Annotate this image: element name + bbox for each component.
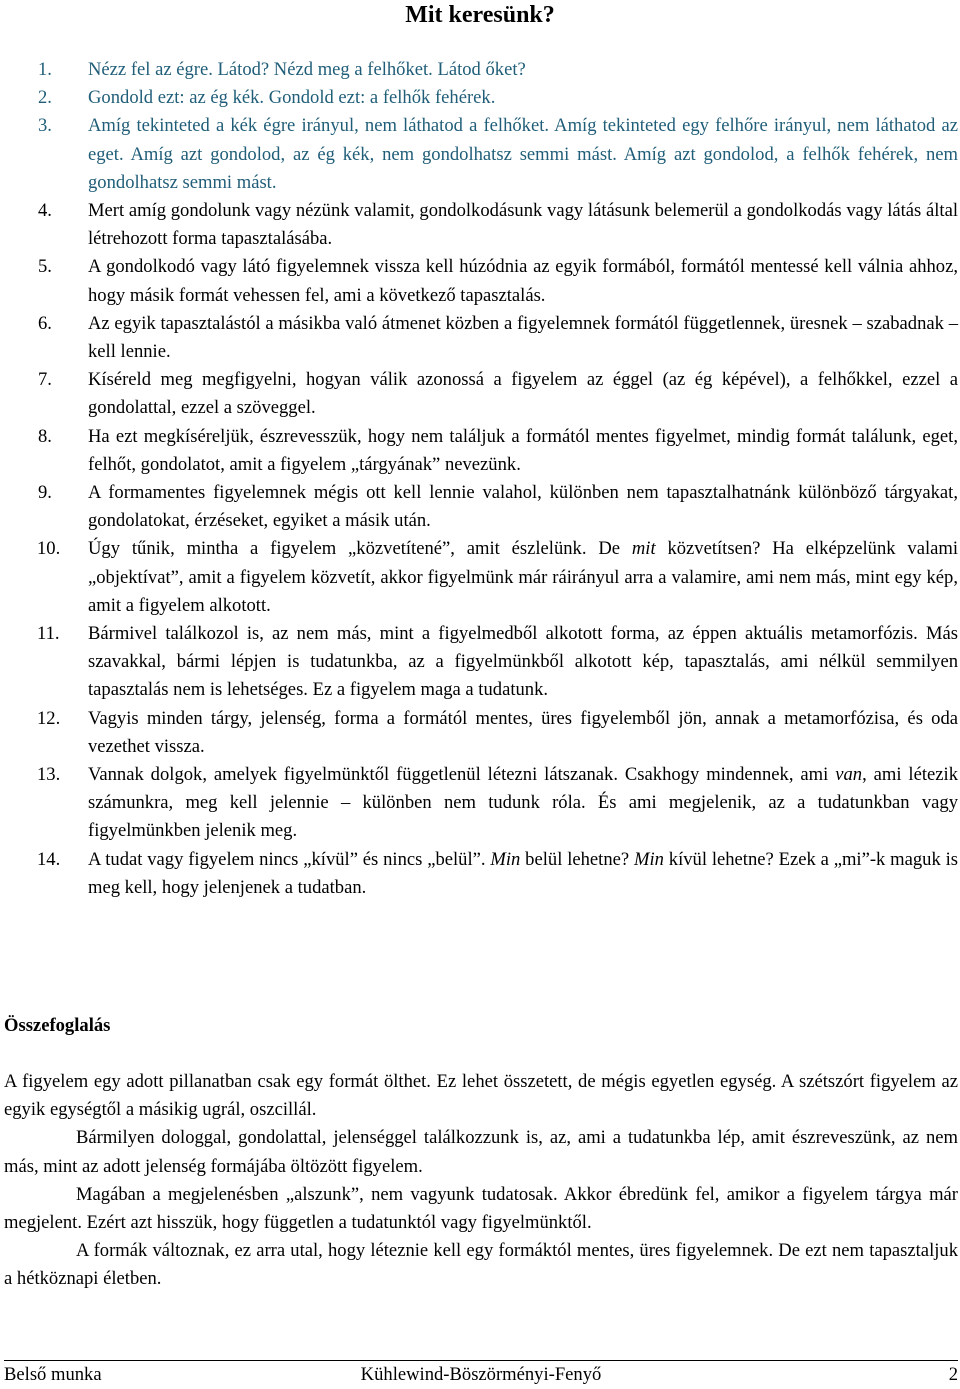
item-text: A formamentes figyelemnek mégis ott kell lennie valahol, különben nem tapasztalhatnánk különböző tárgyakat, gondolatokat, érzéseket, egyiket a másik után. [88, 482, 958, 532]
item-text: Vagyis minden tárgy, jelenség, forma a formától mentes, üres figyelemből jön, annak a metamorfózisa, és oda vezethet vissza. [88, 707, 958, 757]
list-item [0, 253, 958, 309]
item-text-post: , ami létezik számunkra, meg kell jelennie – különben nem tudunk róla. És ami megjelenik, az a tudatunkban vagy figyelmünkben jelenik meg. [88, 764, 958, 842]
item-number: 7. [38, 369, 52, 391]
list-item [0, 705, 958, 761]
page-footer [4, 1362, 958, 1388]
item-text: Az egyik tapasztalástól a másikba való átmenet közben a figyelemnek formától függetlennek, üresnek – szabadnak – kell lennie. [88, 312, 958, 363]
summary-body [4, 1068, 958, 1294]
document-title: Mit keresünk? [405, 2, 555, 28]
item-text-pre: A tudat vagy figyelem nincs „kívül” és nincs „belül”. [88, 848, 491, 870]
item-number: 1. [38, 59, 52, 80]
item-number: 14. [37, 848, 61, 870]
summary-paragraph: Bármilyen dologgal, gondolattal, jelenséggel találkozzunk is, az, ami a tudatunkba lép, amit észreveszünk, az nem más, mint az adott jelenség formájába öltözött figyelem. [4, 1127, 958, 1177]
item-text: Gondold ezt: az ég kék. Gondold ezt: a felhők fehérek. [88, 87, 496, 109]
list-item [0, 846, 958, 902]
item-number: 9. [38, 482, 52, 504]
list-item [0, 310, 958, 366]
item-number: 2. [38, 87, 52, 109]
item-text: Ha ezt megkíséreljük, észrevesszük, hogy nem találjuk a formától mentes figyelmet, mindig formát találunk, eget, felhőt, gondolatot, amit a figyelem „tárgyának” nevezünk. [88, 425, 958, 475]
item-number: 10. [37, 538, 61, 560]
item-number: 12. [37, 707, 61, 729]
item-text: A gondolkodó vagy látó figyelemnek vissza kell húzódnia az egyik formából, formától mentessé kell válnia ahhoz, hogy másik formát vehessen fel, ami a következő tapasztalás. [88, 256, 958, 306]
list-item [0, 479, 958, 535]
list-item [0, 197, 958, 253]
item-text-mid: belül lehetne? [520, 848, 634, 870]
item-number: 13. [37, 764, 61, 786]
list-item [0, 112, 958, 197]
item-text-emphasis-2: Min [633, 848, 664, 870]
item-text-emphasis: van [835, 764, 863, 786]
list-item [0, 620, 958, 705]
item-number: 11. [37, 623, 60, 645]
footer-divider [4, 1360, 958, 1361]
item-text: Nézz fel az égre. Látod? Nézd meg a felhőket. Látod őket? [88, 59, 526, 80]
page-number: 2 [948, 1364, 958, 1385]
item-number: 6. [38, 312, 52, 334]
item-text: Amíg tekinteted a kék égre irányul, nem láthatod a felhőket. Amíg tekinteted egy felhőre irányul, nem láthatod az eget. Amíg azt gondolod, az ég kék, nem gondolhatsz semmi mást. Amíg azt gondolod, a felhők fehérek, nem gondolhatsz semmi mást. [88, 115, 958, 193]
item-text-pre: Vannak dolgok, amelyek figyelmünktől függetlenül létezni látszanak. Csakhogy mindennek, ami [88, 764, 836, 786]
numbered-list [0, 56, 958, 902]
footer-left-text: Belső munka [4, 1364, 102, 1385]
item-text-pre: Úgy tűnik, mintha a figyelem „közvetítené”, amit észlelünk. De [88, 538, 632, 560]
item-text: Kíséreld meg megfigyelni, hogyan válik azonossá a figyelem az éggel (az ég képével), a felhőkkel, ezzel a gondolattal, ezzel a szöveggel. [88, 369, 958, 419]
summary-paragraph: A formák változnak, ez arra utal, hogy léteznie kell egy formáktól mentes, üres figyelemnek. De ezt nem tapasztaljuk a hétköznapi életben. [4, 1240, 958, 1290]
item-text: Mert amíg gondolunk vagy nézünk valamit, gondolkodásunk vagy látásunk belemerül a gondolkodás vagy látás által létrehozott forma tapasztalásába. [88, 200, 958, 250]
list-item [0, 56, 958, 84]
list-item [0, 761, 958, 846]
list-item [0, 423, 958, 479]
summary-paragraph: A figyelem egy adott pillanatban csak egy formát ölthet. Ez lehet összetett, de mégis egyetlen egység. A szétszórt figyelem az egyik egységtől a másikig ugrál, oszcillál. [4, 1071, 958, 1121]
summary-heading: Összefoglalás [4, 1015, 111, 1036]
summary-paragraph: Magában a megjelenésben „alszunk”, nem vagyunk tudatosak. Akkor ébredünk fel, amikor a figyelem tárgya már megjelent. Ezért azt hisszük, hogy független a tudatunktól vagy figyelmünktől. [4, 1183, 958, 1234]
list-item [0, 366, 958, 422]
item-number: 3. [38, 115, 52, 137]
item-number: 4. [38, 200, 52, 222]
item-text-emphasis: mit [631, 538, 656, 560]
item-text-post: kívül lehetne? Ezek a „mi”-k maguk is meg kell, hogy jelenjenek a tudatban. [88, 848, 958, 898]
list-item [0, 84, 958, 112]
item-text: Bármivel találkozol is, az nem más, mint a figyelmedből alkotott forma, az éppen aktuális metamorfózis. Más szavakkal, bármi lépjen is tudatunkba, az a figyelmünkből alkotott kép, tapasztalás, ami nélkül semmilyen tapasztalás nem is lehetséges. Ez a figyelem maga a tudatunk. [88, 623, 958, 701]
footer-center-text: Kühlewind-Böszörményi-Fenyő [360, 1364, 602, 1385]
list-item [0, 535, 958, 620]
item-number: 5. [38, 256, 52, 278]
item-text-post: közvetítsen? Ha elképzelünk valami „objektívat”, amit a figyelem közvetít, akkor figyelmünk már ráirányul arra a valamire, ami nem más, mint egy kép, amit a figyelem alkotott. [88, 538, 958, 616]
item-number: 8. [38, 425, 52, 447]
item-text-emphasis: Min [490, 848, 521, 870]
